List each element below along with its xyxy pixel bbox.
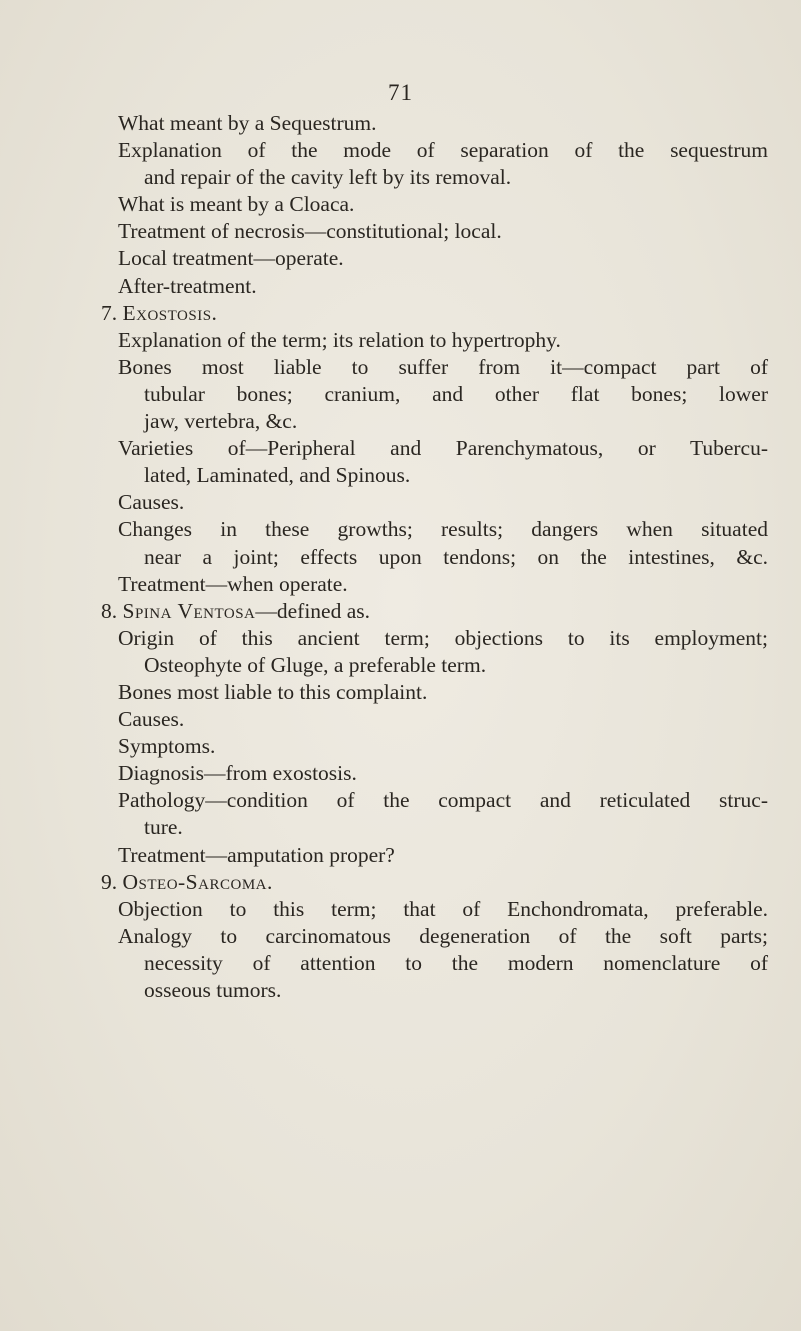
section-heading-8 (101, 598, 768, 625)
text-line: Diagnosis—from exostosis. (118, 761, 357, 786)
section-title-rest: —defined as. (255, 598, 371, 623)
text-line: Analogy to carcinomatous degeneration of the soft parts; (118, 923, 768, 948)
page-number: 71 (388, 80, 413, 105)
text-line: Treatment of necrosis—constitutional; local. (118, 219, 502, 244)
section-heading-7 (101, 300, 768, 327)
text-line: Objection to this term; that of Enchondromata, preferable. (118, 896, 768, 921)
text-line: Treatment—when operate. (118, 571, 348, 596)
text-line: Osteophyte of Gluge, a preferable term. (144, 652, 487, 677)
text-line: Pathology—condition of the compact and reticulated struc- (118, 788, 768, 813)
text-line: Explanation of the term; its relation to hypertrophy. (118, 327, 561, 352)
text-line: necessity of attention to the modern nomenclature of (144, 950, 768, 975)
text-line: Symptoms. (118, 734, 216, 759)
text-line: jaw, vertebra, &c. (144, 409, 298, 434)
section-number: 8. (101, 598, 118, 623)
text-line: osseous tumors. (144, 978, 282, 1002)
section-title: Osteo-Sarcoma. (122, 869, 273, 894)
text-line: Bones most liable to suffer from it—compact part of (118, 354, 768, 379)
text-line: After-treatment. (118, 273, 257, 298)
text-line: and repair of the cavity left by its removal. (144, 165, 512, 190)
section-title: Spina Ventosa (122, 598, 256, 623)
section-title: Exostosis. (122, 300, 218, 325)
text-line: tubular bones; cranium, and other flat bones; lower (144, 381, 768, 406)
text-line: lated, Laminated, and Spinous. (144, 463, 411, 488)
text-line: Changes in these growths; results; dangers when situated (118, 517, 768, 542)
text-line: Causes. (118, 707, 185, 732)
page-text (101, 110, 768, 1004)
text-line: Varieties of—Peripheral and Parenchymatous, or Tubercu- (118, 436, 768, 461)
text-line: What meant by a Sequestrum. (118, 111, 377, 135)
text-line: Explanation of the mode of separation of the sequestrum (118, 138, 768, 163)
text-line: Local treatment—operate. (118, 246, 344, 271)
text-line: ture. (144, 815, 183, 840)
text-line: Origin of this ancient term; objections to its employment; (118, 625, 768, 650)
text-line: Bones most liable to this complaint. (118, 679, 428, 704)
text-line: near a joint; effects upon tendons; on the intestines, &c. (144, 544, 768, 569)
section-number: 9. (101, 869, 118, 894)
text-line: What is meant by a Cloaca. (118, 192, 355, 217)
section-heading-9 (101, 869, 768, 896)
text-line: Causes. (118, 490, 185, 515)
text-line: Treatment—amputation proper? (118, 842, 395, 867)
section-number: 7. (101, 300, 118, 325)
